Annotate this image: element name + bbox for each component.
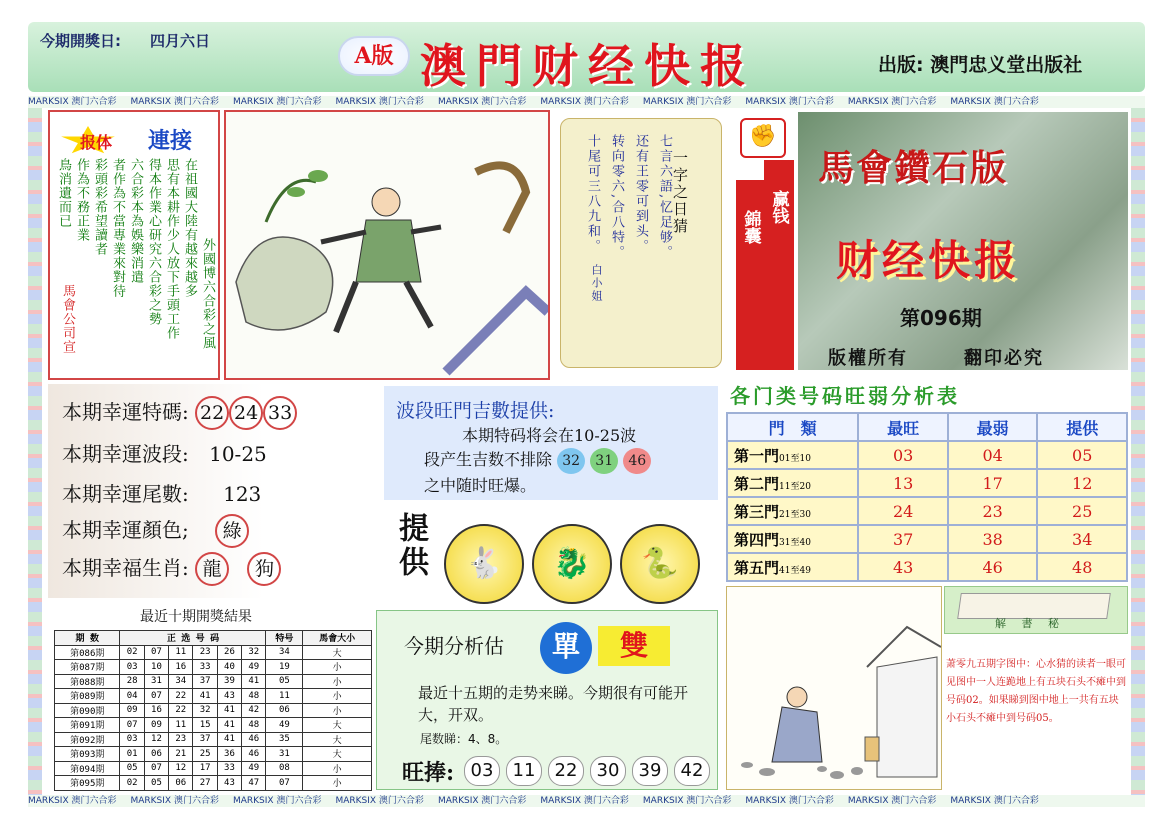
strip-unit: MARKSIX 澳门六合彩	[437, 97, 527, 107]
hot-number: 39	[632, 756, 668, 786]
lucky-label: 本期幸運特碼:	[62, 400, 189, 424]
lucky-zodiac: 狗	[247, 552, 281, 586]
door-cell	[727, 553, 858, 581]
scroll-column: 还有王零可到头。	[633, 134, 648, 254]
double-badge: 雙	[598, 626, 670, 666]
scroll-author: 白小姐	[590, 264, 603, 303]
wave-line: 之中随时旺爆。	[424, 476, 537, 495]
results-number: 46	[242, 747, 266, 762]
results-period: 第095期	[55, 776, 120, 791]
poem-heading: 連接	[148, 129, 193, 154]
analysis-row	[727, 525, 1127, 553]
running-man-illustration	[226, 112, 548, 378]
results-period: 第091期	[55, 718, 120, 733]
lucky-row-zodiac	[62, 552, 281, 586]
results-number: 48	[242, 718, 266, 733]
riddle-text: 萧零九五期字图中：心水猜的读者一眼可见图中一人连跪地上有五块石头不瘫中到号码02。如果睇到图中地上一共有五块小石头不瘫中到号码05。	[946, 659, 1126, 724]
results-number: 22	[169, 703, 193, 718]
lucky-label: 本期幸福生肖:	[62, 556, 189, 580]
results-row	[55, 689, 372, 704]
results-number: 37	[193, 674, 217, 689]
hot-number: 42	[674, 756, 710, 786]
strip-unit: MARKSIX 澳门六合彩	[847, 97, 937, 107]
results-size: 小	[303, 689, 372, 704]
analysis-row	[727, 441, 1127, 469]
best-cell: 43	[858, 553, 948, 581]
results-size: 小	[303, 674, 372, 689]
analysis-row	[727, 469, 1127, 497]
strip-unit: MARKSIX 澳门六合彩	[642, 97, 732, 107]
door-name: 第五門	[734, 558, 780, 577]
door-range: 01至10	[779, 453, 811, 464]
poem-column: 作為不務正業	[74, 158, 89, 242]
forecast-title: 今期分析估	[404, 634, 504, 658]
door-range: 31至40	[779, 537, 811, 548]
provide-cell: 34	[1037, 525, 1127, 553]
strip-unit: MARKSIX 澳门六合彩	[130, 796, 219, 806]
results-number: 22	[169, 689, 193, 704]
results-number: 05	[120, 761, 144, 776]
results-row	[55, 674, 372, 689]
worst-cell: 38	[948, 525, 1038, 553]
provide-cell: 25	[1037, 497, 1127, 525]
results-number: 32	[193, 703, 217, 718]
results-period: 第090期	[55, 703, 120, 718]
results-number: 41	[217, 718, 241, 733]
poem-column: 者作為不當專業來對待	[110, 158, 125, 298]
results-number: 10	[144, 660, 168, 675]
results-special: 07	[266, 776, 303, 791]
door-range: 41至49	[779, 565, 811, 576]
results-number: 16	[144, 703, 168, 718]
results-number: 07	[144, 761, 168, 776]
strip-unit: MARKSIX 澳门六合彩	[28, 97, 117, 107]
results-number: 03	[120, 732, 144, 747]
dragon-icon: 🐉	[532, 524, 612, 604]
results-number: 49	[242, 660, 266, 675]
strip-unit: MARKSIX 澳门六合彩	[745, 796, 834, 806]
results-special: 11	[266, 689, 303, 704]
results-period: 第094期	[55, 761, 120, 776]
strip-unit: MARKSIX 澳门六合彩	[642, 796, 732, 806]
provide-cell: 05	[1037, 441, 1127, 469]
poem-column: 鳥消遺而已	[56, 158, 71, 228]
strip-unit: MARKSIX 澳门六合彩	[437, 796, 527, 806]
results-number: 37	[193, 732, 217, 747]
lucky-row-color	[62, 514, 249, 548]
results-special: 08	[266, 761, 303, 776]
lucky-value: 10-25	[209, 442, 267, 466]
wave-ball: 32	[557, 448, 585, 474]
results-number: 21	[169, 747, 193, 762]
issue-number: 第096期	[900, 306, 982, 330]
hot-number: 30	[590, 756, 626, 786]
results-special: 34	[266, 645, 303, 660]
results-header: 馬會大小	[303, 631, 372, 646]
results-number: 46	[242, 732, 266, 747]
book-caption: 解 書 秘	[995, 617, 1065, 630]
results-number: 12	[144, 732, 168, 747]
wave-line-2	[424, 448, 714, 474]
kneeling-monk-illustration	[727, 587, 941, 789]
strip-unit: MARKSIX 澳门六合彩	[130, 97, 219, 107]
results-header: 期 数	[55, 631, 120, 646]
results-number: 31	[144, 674, 168, 689]
analysis-row	[727, 497, 1127, 525]
results-number: 15	[193, 718, 217, 733]
results-number: 07	[144, 645, 168, 660]
results-number: 40	[217, 660, 241, 675]
results-number: 49	[242, 761, 266, 776]
results-number: 04	[120, 689, 144, 704]
lucky-row-special	[62, 396, 297, 430]
snake-icon: 🐍	[620, 524, 700, 604]
border-strip-right	[1131, 108, 1145, 795]
results-size: 大	[303, 718, 372, 733]
book-picture	[944, 586, 1128, 634]
poem-column: 彩頭彩希望讀者	[92, 158, 107, 256]
single-badge: 單	[540, 622, 592, 674]
results-number: 42	[242, 703, 266, 718]
lucky-zodiac: 龍	[195, 552, 229, 586]
best-cell: 03	[858, 441, 948, 469]
strip-unit: MARKSIX 澳门六合彩	[950, 796, 1039, 806]
results-header: 特号	[266, 631, 303, 646]
poem-column: 在祖國大陸有越來越多	[182, 158, 197, 298]
door-name: 第一門	[734, 446, 780, 465]
results-number: 07	[120, 718, 144, 733]
results-period: 第092期	[55, 732, 120, 747]
border-strip-top	[28, 96, 1145, 108]
results-header: 正 选 号 码	[120, 631, 266, 646]
banner-jinnang	[736, 180, 766, 370]
results-number: 47	[242, 776, 266, 791]
results-number: 06	[169, 776, 193, 791]
door-range: 21至30	[779, 509, 811, 520]
main-title: 澳門财经快报	[420, 39, 756, 93]
border-strip-bottom	[28, 795, 1145, 807]
border-strip-left	[28, 108, 42, 795]
results-number: 01	[120, 747, 144, 762]
fist-icon: ✊	[740, 118, 786, 158]
worst-cell: 46	[948, 553, 1038, 581]
scroll-column: 十尾可三八九和。	[585, 134, 600, 254]
banner-left-text: 錦囊	[740, 210, 761, 244]
strip-unit: MARKSIX 澳门六合彩	[335, 97, 424, 107]
results-table	[54, 630, 372, 791]
results-size: 小	[303, 776, 372, 791]
results-size: 小	[303, 761, 372, 776]
results-number: 12	[169, 761, 193, 776]
strip-unit: MARKSIX 澳门六合彩	[232, 97, 322, 107]
door-name: 第二門	[734, 474, 780, 493]
analysis-table	[726, 412, 1128, 582]
results-number: 33	[217, 761, 241, 776]
results-number: 11	[169, 645, 193, 660]
lucky-row-tail	[62, 478, 261, 507]
results-period: 第089期	[55, 689, 120, 704]
hot-numbers	[464, 756, 716, 786]
scroll-column: 七言六語,忆足够。	[657, 134, 672, 261]
results-special: 35	[266, 732, 303, 747]
results-row	[55, 660, 372, 675]
results-number: 41	[242, 674, 266, 689]
results-row	[55, 645, 372, 660]
results-size: 小	[303, 703, 372, 718]
results-number: 02	[120, 776, 144, 791]
lucky-number: 22	[195, 396, 229, 430]
lucky-value: 123	[223, 482, 262, 506]
results-special: 19	[266, 660, 303, 675]
results-number: 32	[242, 645, 266, 660]
cover-subtitle: 财经快报	[836, 236, 1021, 285]
analysis-header-row	[727, 413, 1127, 441]
best-cell: 13	[858, 469, 948, 497]
banner-win	[764, 160, 794, 370]
scroll-column: 转向零六,合八特。	[609, 134, 624, 261]
poem-column: 思有本耕作少人放下手頭工作	[164, 158, 179, 340]
results-number: 34	[169, 674, 193, 689]
strip-unit: MARKSIX 澳门六合彩	[745, 97, 834, 107]
results-number: 25	[193, 747, 217, 762]
edition-badge: A版	[338, 36, 410, 76]
lucky-number: 33	[263, 396, 297, 430]
results-period: 第087期	[55, 660, 120, 675]
results-size: 大	[303, 747, 372, 762]
results-number: 02	[120, 645, 144, 660]
results-number: 17	[193, 761, 217, 776]
analysis-title: 各门类号码旺弱分析表	[730, 384, 960, 408]
hot-number: 11	[506, 756, 542, 786]
results-number: 43	[217, 689, 241, 704]
results-number: 09	[120, 703, 144, 718]
hot-number: 03	[464, 756, 500, 786]
monk-illustration-panel	[726, 586, 942, 790]
results-header-row	[55, 631, 372, 646]
results-number: 27	[193, 776, 217, 791]
poem-column: 得本作業心研究六合彩之勢	[146, 158, 161, 326]
results-number: 09	[144, 718, 168, 733]
results-number: 11	[169, 718, 193, 733]
analysis-row	[727, 553, 1127, 581]
lucky-color: 綠	[215, 514, 249, 548]
door-range: 11至20	[779, 481, 811, 492]
results-size: 大	[303, 645, 372, 660]
lucky-row-wave	[62, 438, 267, 467]
tail-numbers: 尾数睇：4、8。	[420, 732, 508, 746]
door-name: 第四門	[734, 530, 780, 549]
wave-line: 本期特码将会在10-25波	[462, 426, 637, 445]
results-body	[55, 645, 372, 790]
publisher-text: 出版: 澳門忠义堂出版社	[878, 54, 1083, 76]
results-title: 最近十期開獎結果	[140, 609, 252, 625]
results-row	[55, 732, 372, 747]
results-number: 26	[217, 645, 241, 660]
wave-title: 波段旺門吉數提供:	[396, 400, 555, 422]
strip-unit: MARKSIX 澳门六合彩	[950, 97, 1039, 107]
poem-signature: 馬會公司宣	[60, 284, 75, 354]
provide-cell: 48	[1037, 553, 1127, 581]
worst-cell: 04	[948, 441, 1038, 469]
wave-ball: 46	[623, 448, 651, 474]
results-special: 49	[266, 718, 303, 733]
strip-unit: MARKSIX 澳门六合彩	[847, 796, 937, 806]
lucky-label: 本期幸運波段:	[62, 442, 189, 466]
results-size: 大	[303, 732, 372, 747]
copyright-left: 版權所有	[828, 348, 908, 369]
results-number: 36	[217, 747, 241, 762]
results-number: 03	[120, 660, 144, 675]
poem-columns	[56, 158, 196, 358]
results-number: 06	[144, 747, 168, 762]
results-number: 07	[144, 689, 168, 704]
results-size: 小	[303, 660, 372, 675]
provide-label: 提供	[393, 512, 428, 580]
strip-unit: MARKSIX 澳门六合彩	[232, 796, 322, 806]
rabbit-icon: 🐇	[444, 524, 524, 604]
poem-tag: 报体	[80, 133, 113, 152]
door-cell	[727, 469, 858, 497]
draw-date-label: 今期開獎日:	[40, 32, 121, 50]
results-number: 48	[242, 689, 266, 704]
worst-cell: 23	[948, 497, 1038, 525]
results-row	[55, 718, 372, 733]
forecast-text: 最近十五期的走势来睇。今期很有可能开大，开双。	[418, 684, 689, 724]
strip-unit: MARKSIX 澳门六合彩	[540, 796, 629, 806]
results-row	[55, 703, 372, 718]
results-number: 23	[169, 732, 193, 747]
worst-cell: 17	[948, 469, 1038, 497]
hot-number: 22	[548, 756, 584, 786]
lucky-label: 本期幸運尾數:	[62, 482, 189, 506]
results-period: 第088期	[55, 674, 120, 689]
scroll-side-label: 一字之日猜	[671, 150, 689, 235]
analysis-header: 提供	[1037, 413, 1127, 441]
best-cell: 24	[858, 497, 948, 525]
results-row	[55, 747, 372, 762]
copyright-right: 翻印必究	[964, 348, 1044, 369]
results-special: 06	[266, 703, 303, 718]
results-number: 41	[193, 689, 217, 704]
hot-label: 旺捧:	[402, 760, 455, 786]
banner-right-text: 赢钱	[768, 190, 789, 224]
wave-ball: 31	[590, 448, 618, 474]
strip-unit: MARKSIX 澳门六合彩	[540, 97, 629, 107]
analysis-header: 門 類	[727, 413, 858, 441]
results-number: 05	[144, 776, 168, 791]
lucky-label: 本期幸運顏色;	[62, 518, 189, 542]
results-number: 28	[120, 674, 144, 689]
door-name: 第三門	[734, 502, 780, 521]
results-number: 16	[169, 660, 193, 675]
cover-title: 馬會鑽石版	[818, 147, 1009, 189]
poem-extra: 外國博六合彩之風	[200, 238, 215, 350]
results-number: 33	[193, 660, 217, 675]
draw-date-value: 四月六日	[150, 32, 211, 50]
door-cell	[727, 497, 858, 525]
wave-text	[424, 424, 714, 498]
results-row	[55, 776, 372, 791]
door-cell	[727, 441, 858, 469]
poem-column: 六合彩本為娛樂消遣	[128, 158, 143, 284]
provide-cell: 12	[1037, 469, 1127, 497]
illustration-panel	[224, 110, 550, 380]
results-period: 第086期	[55, 645, 120, 660]
results-number: 39	[217, 674, 241, 689]
results-number: 43	[217, 776, 241, 791]
results-period: 第093期	[55, 747, 120, 762]
results-special: 05	[266, 674, 303, 689]
strip-unit: MARKSIX 澳门六合彩	[28, 796, 117, 806]
results-number: 41	[217, 732, 241, 747]
door-cell	[727, 525, 858, 553]
wave-line: 段产生吉数不排除	[424, 450, 553, 469]
results-row	[55, 761, 372, 776]
results-number: 23	[193, 645, 217, 660]
results-number: 41	[217, 703, 241, 718]
best-cell: 37	[858, 525, 948, 553]
strip-unit: MARKSIX 澳门六合彩	[335, 796, 424, 806]
results-special: 31	[266, 747, 303, 762]
lucky-number: 24	[229, 396, 263, 430]
analysis-header: 最弱	[948, 413, 1038, 441]
analysis-header: 最旺	[858, 413, 948, 441]
